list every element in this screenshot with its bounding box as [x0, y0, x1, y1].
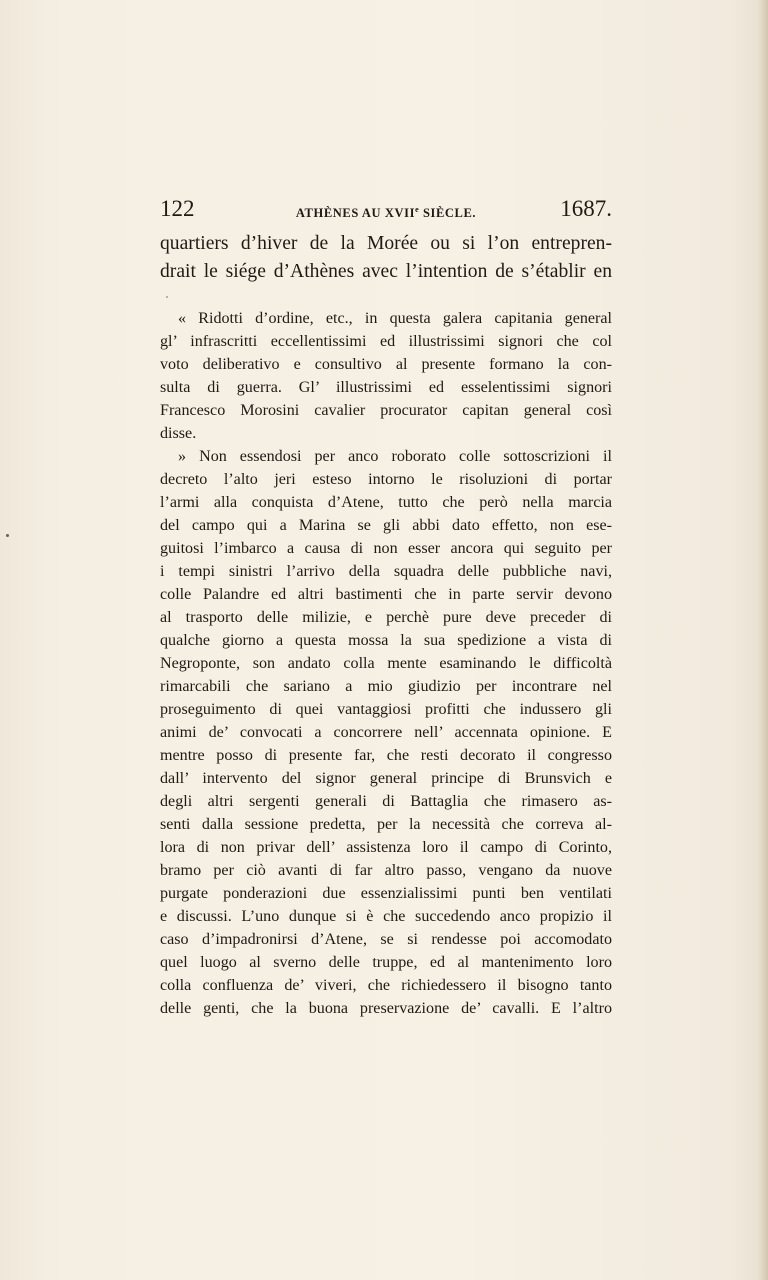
quote-paragraph-2 [160, 445, 612, 1020]
quote-line: degli altri sergenti generali di Battaglia che rimasero as- [160, 793, 612, 810]
paper-speck [6, 534, 9, 537]
paper-speck [166, 296, 168, 298]
quote-line: Francesco Morosini cavalier procurator capitan general così [160, 402, 612, 419]
quote-line: l’armi alla conquista d’Atene, tutto che però nella marcia [160, 494, 612, 511]
quote-line: animi de’ convocati a concorrere nell’ accennata opinione. E [160, 724, 612, 741]
quote-line: « Ridotti d’ordine, etc., in questa galera capitania general [178, 310, 612, 327]
page-year: 1687. [560, 196, 612, 221]
quote-line: e discussi. L’uno dunque si è che succedendo anco propizio il [160, 908, 612, 925]
quoted-document [160, 307, 612, 1020]
quote-line: senti dalla sessione predetta, per la necessità che correva al- [160, 816, 612, 833]
page-edge-shadow [758, 0, 768, 1280]
quote-line: voto deliberativo e consultivo al presente formano la con- [160, 356, 612, 373]
quote-line: proseguimento di quei vantaggiosi profitti che indussero gli [160, 701, 612, 718]
quote-line: quel luogo al sverno delle truppe, ed al mantenimento loro [160, 954, 612, 971]
quote-line: mentre posso di presente far, che resti decorato il congresso [160, 747, 612, 764]
quote-line: i tempi sinistri l’arrivo della squadra delle pubbliche navi, [160, 563, 612, 580]
quote-line: colla confluenza de’ viveri, che richiedessero il bisogno tanto [160, 977, 612, 994]
quote-line: al trasporto delle milizie, e perchè pure deve preceder di [160, 609, 612, 626]
quote-line: lora di non privar dell’ assistenza loro il campo di Corinto, [160, 839, 612, 856]
quote-line: rimarcabili che sariano a mio giudizio per incontrare nel [160, 678, 612, 695]
quote-line: sulta di guerra. Gl’ illustrissimi ed esselentissimi signori [160, 379, 612, 396]
quote-line: decreto l’alto jeri esteso intorno le risoluzioni di portar [160, 471, 612, 488]
quote-line: del campo qui a Marina se gli abbi dato effetto, non ese- [160, 517, 612, 534]
main-text [160, 230, 612, 286]
quote-line: Negroponte, son andato colla mente esaminando le difficoltà [160, 655, 612, 672]
main-text-line: quartiers d’hiver de la Morée ou si l’on entrepren- [160, 233, 612, 254]
running-title [160, 198, 612, 225]
quote-line: caso d’impadronirsi d’Atene, se si rendesse poi accomodato [160, 931, 612, 948]
main-text-line: drait le siége d’Athènes avec l’intention de s’établir en [160, 261, 612, 282]
quote-paragraph-1 [160, 307, 612, 445]
running-title-main: ATHÈNES AU XVII [295, 206, 416, 221]
running-title-end: SIÈCLE. [419, 206, 477, 221]
page-header [160, 194, 612, 224]
quote-line: » Non essendosi per anco roborato colle sottoscrizioni il [178, 448, 612, 465]
quote-line: colle Palandre ed altri bastimenti che in parte servir devono [160, 586, 612, 603]
quote-line: delle genti, che la buona preservazione de’ cavalli. E l’altro [160, 1000, 612, 1017]
quote-line: qualche giorno a questa mossa la sua spedizione a vista di [160, 632, 612, 649]
quote-line: dall’ intervento del signor general principe di Brunsvich e [160, 770, 612, 787]
running-title-superscript: e [415, 205, 420, 214]
quote-line: disse. [160, 425, 197, 442]
quote-line: guitosi l’imbarco a causa di non esser ancora qui seguito per [160, 540, 612, 557]
quote-line: bramo per ciò avanti di far altro passo, vengano da nuove [160, 862, 612, 879]
quote-line: gl’ infrascritti eccellentissimi ed illustrissimi signori che col [160, 333, 612, 350]
quote-line: purgate ponderazioni due essenzialissimi punti ben ventilati [160, 885, 612, 902]
page-number: 122 [160, 196, 195, 221]
